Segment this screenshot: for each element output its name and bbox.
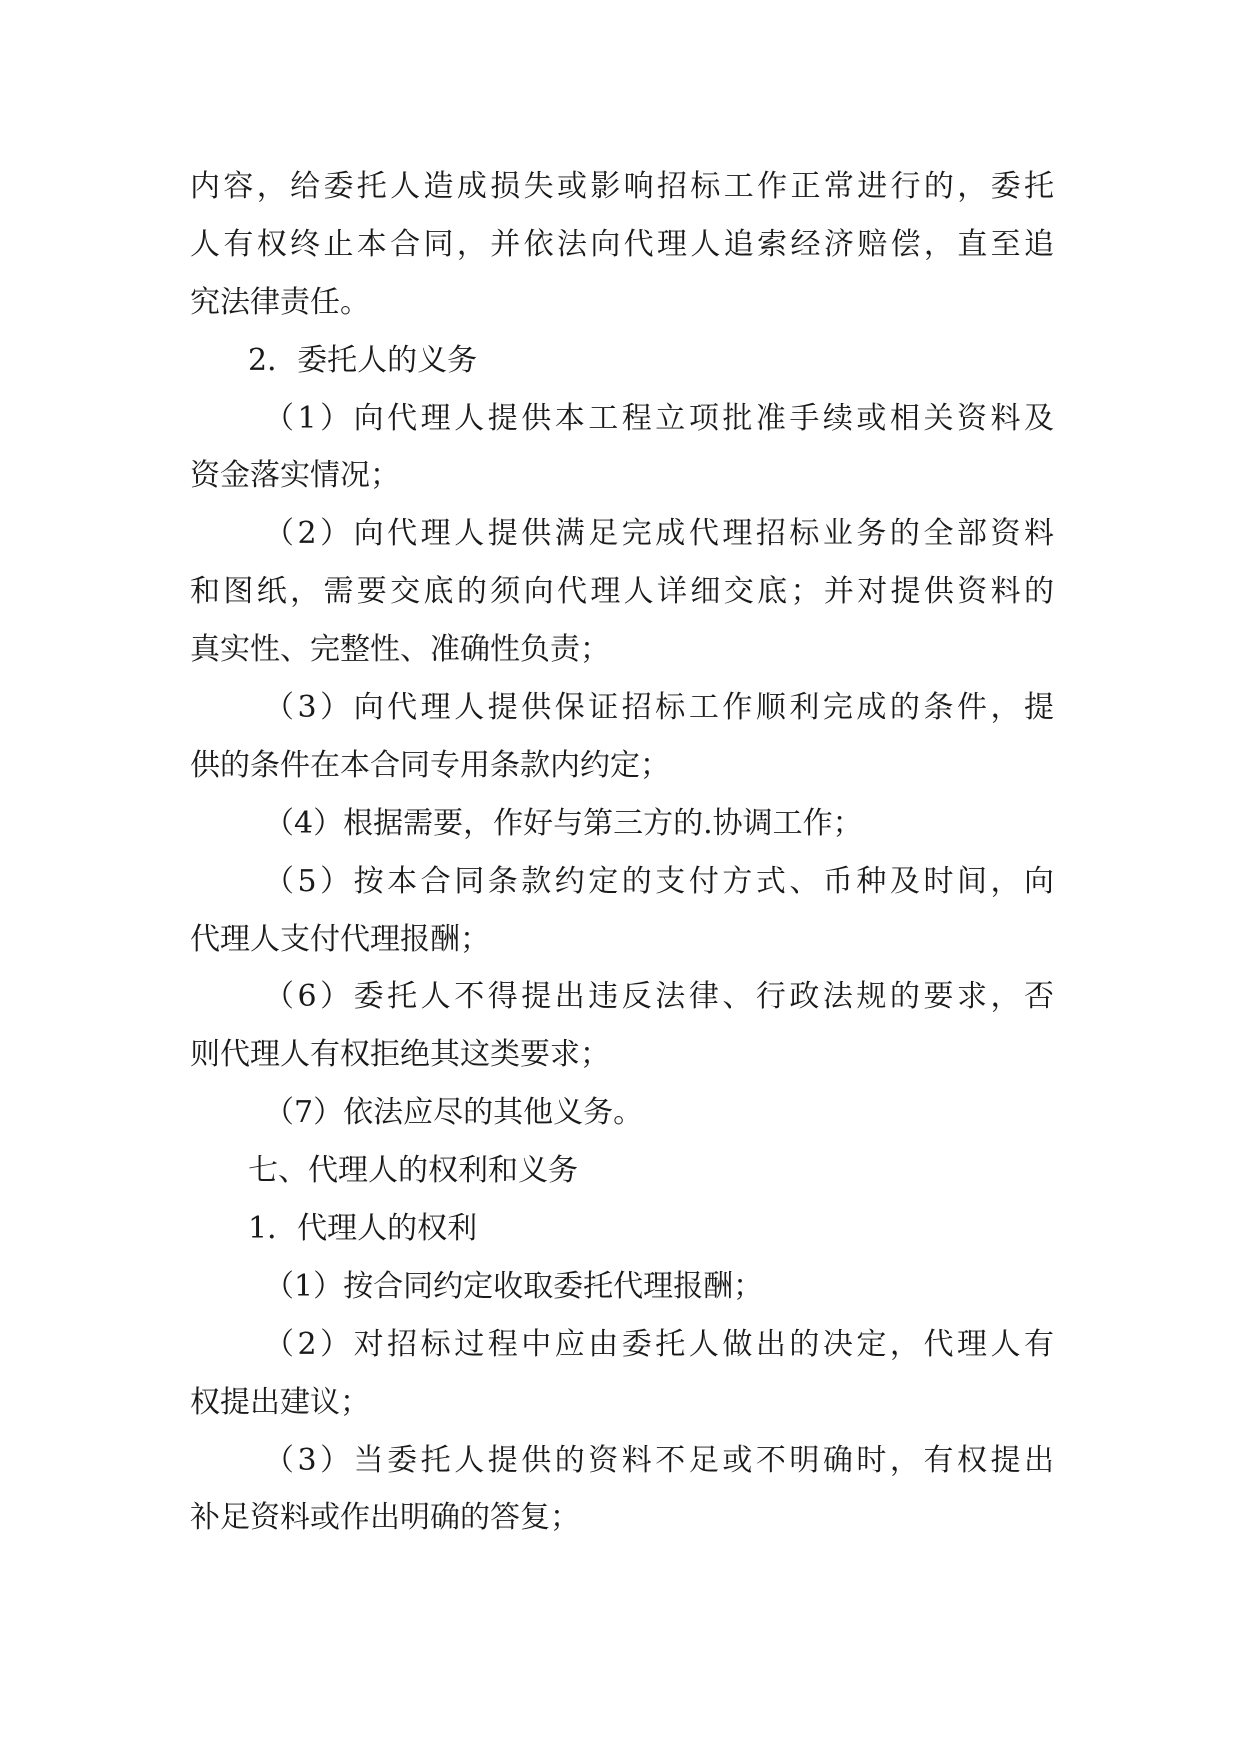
list-item: （3）当委托人提供的资料不足或不明确时，有权提出 <box>264 1442 1054 1478</box>
section-heading: 七、代理人的权利和义务 <box>248 1153 578 1189</box>
list-item: （1）按合同约定收取委托代理报酬； <box>264 1268 764 1304</box>
section-heading: 1．代理人的权利 <box>248 1211 478 1247</box>
text-line: 补足资料或作出明确的答复； <box>190 1500 580 1536</box>
text-line: 则代理人有权拒绝其这类要求； <box>190 1037 610 1073</box>
document-body <box>190 158 1054 1547</box>
text-line: 人有权终止本合同，并依法向代理人追索经济赔偿，直至追 <box>190 226 1054 262</box>
text-line: 供的条件在本合同专用条款内约定； <box>190 747 670 783</box>
text-line: 代理人支付代理报酬； <box>190 921 490 957</box>
text-line: 内容，给委托人造成损失或影响招标工作正常进行的，委托 <box>190 169 1054 204</box>
text-line: 权提出建议； <box>190 1384 370 1420</box>
list-item: （7）依法应尽的其他义务。 <box>264 1095 644 1131</box>
list-item: （5）按本合同条款约定的支付方式、币种及时间，向 <box>264 863 1054 899</box>
section-heading: 2．委托人的义务 <box>248 342 478 378</box>
list-item: （4）根据需要，作好与第三方的.协调工作； <box>264 805 863 841</box>
list-item: （3）向代理人提供保证招标工作顺利完成的条件，提 <box>264 690 1054 726</box>
list-item: （2）对招标过程中应由委托人做出的决定，代理人有 <box>264 1326 1054 1362</box>
text-line: 真实性、完整性、准确性负责； <box>190 632 610 668</box>
text-line: 和图纸，需要交底的须向代理人详细交底；并对提供资料的 <box>190 574 1054 610</box>
list-item: （2）向代理人提供满足完成代理招标业务的全部资料 <box>264 516 1054 552</box>
list-item: （1）向代理人提供本工程立项批准手续或相关资料及 <box>264 400 1054 436</box>
text-line: 资金落实情况； <box>190 458 400 494</box>
list-item: （6）委托人不得提出违反法律、行政法规的要求，否 <box>264 979 1054 1015</box>
text-line: 究法律责任。 <box>190 284 370 320</box>
